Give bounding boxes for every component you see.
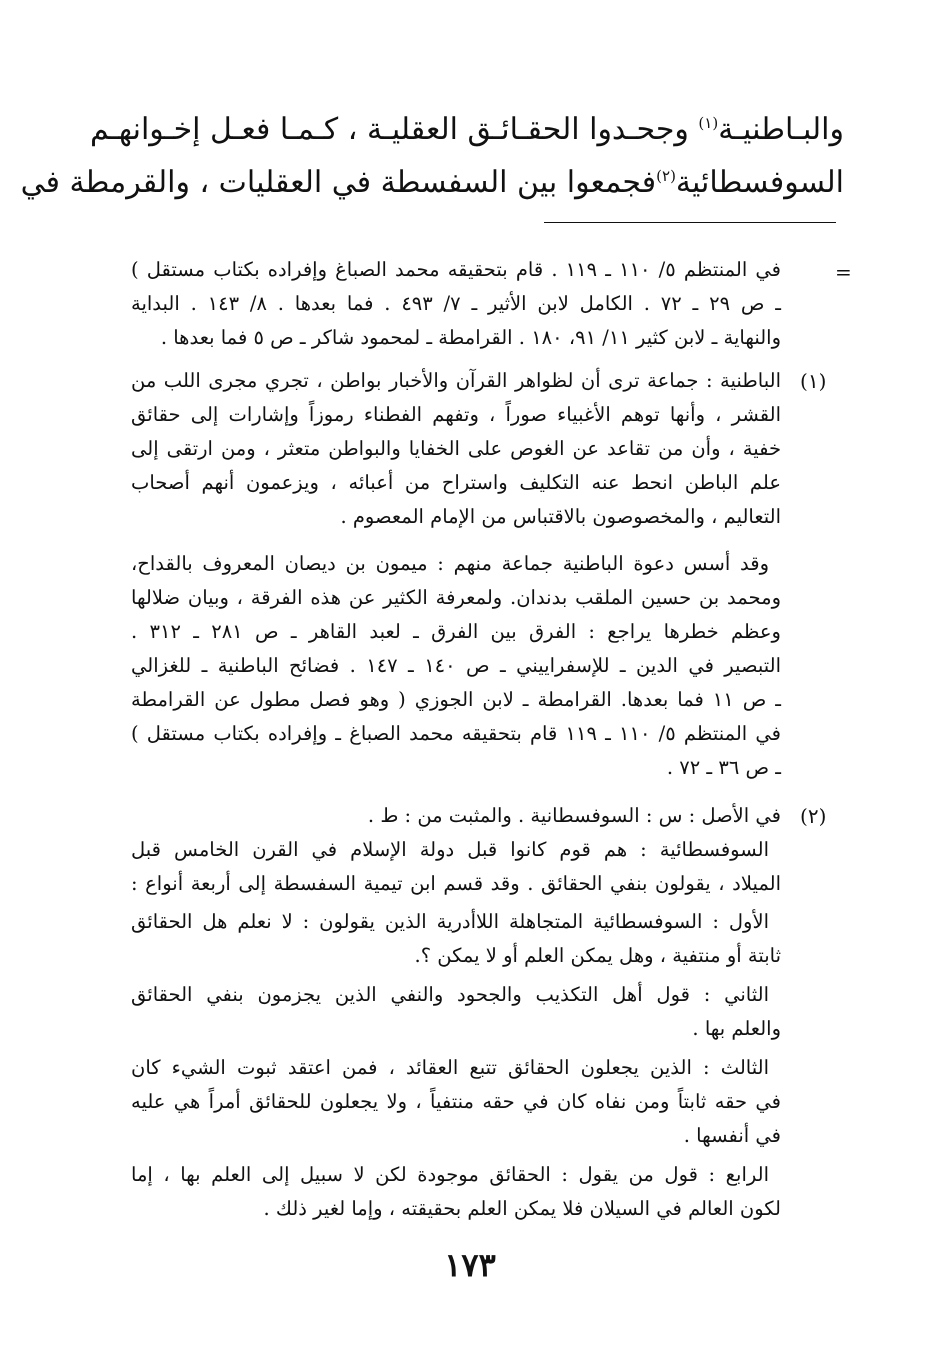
footnote-1-line: التعاليم ، والمخصوصون بالاقتباس من الإمام المعصوم . <box>340 505 781 528</box>
footnote-marker-1: (١) <box>800 369 827 393</box>
footnote-1-line: خفية ، وأن من تقاعد عن الغوص على الخفايا والبواطن متعثر ، ومن ارتقى إلى <box>131 437 781 460</box>
footnote-1-line: علم الباطن انحط عنه التكليف واستراح من أعبائه ، ويزعمون أنهم أصحاب <box>131 471 781 494</box>
main-text-segment: والبـاطنيـة <box>718 112 844 147</box>
footnote-1-line: الباطنية : جماعة ترى أن لظواهر القرآن والأخبار بواطن ، تجري مجرى اللب من <box>131 369 781 392</box>
footnote-2-line: السوفسطائية : هم قوم كانوا قبل دولة الإسلام في القرن الخامس قبل <box>131 838 769 861</box>
continuation-marker: = <box>835 260 852 284</box>
footnote-marker-2: (٢) <box>800 804 827 828</box>
footnote-1-para2-line: في المنتظم ٥/ ١١٠ ـ ١١٩ قام بتحقيقه محمد الصباغ ـ وإفراده بكتاب مستقل ) <box>131 722 781 745</box>
footnote-2-line: لكون العالم في السيلان فلا يمكن العلم بحقيقته ، وإما لغير ذلك . <box>263 1197 781 1220</box>
footnote-1-para2-line: ومحمد بن حسين الملقب بدندان. ولمعرفة الكثير عن هذه الفرقة ، وبيان ضلالها <box>131 586 781 609</box>
footnote-ref-1[interactable]: (١) <box>698 114 719 132</box>
footnote-2-line: الميلاد ، يقولون بنفي الحقائق . وقد قسم ابن تيمية السفسطة إلى أربعة أنواع : <box>131 872 782 895</box>
footnote-2-line: الثالث : الذين يجعلون الحقائق تتبع العقائد ، فمن اعتقد ثبوت الشيء كان <box>131 1056 769 1079</box>
footnote-2-line: ثابتة أو منتفية ، وهل يمكن العلم أو لا يمكن ؟. <box>414 944 781 967</box>
continuation-line: ـ ص ٢٩ ـ ٧٢ . الكامل لابن الأثير ـ ٧/ ٤٩٣ . فما بعدها . ٨/ ١٤٣ . البداية <box>131 292 782 315</box>
footnote-1-para2-line: وعظم خطرها يراجع : الفرق بين الفرق ـ لعبد القاهر ـ ص ٢٨١ ـ ٣١٢ . <box>131 620 781 643</box>
footnote-1-line: القشر ، وأنها توهم الأغبياء صوراً ، وتفهم الفطناء رموزاً وإشارات إلى حقائق <box>131 403 781 426</box>
continuation-line: في المنتظم ٥/ ١١٠ ـ ١١٩ . قام بتحقيقه محمد الصباغ وإفراده بكتاب مستقل ) <box>131 258 781 281</box>
footnote-2-line: في حقه ثابتاً ومن نفاه كان في حقه منتفياً ، ولا يجعلون للحقائق أمراً هي عليه <box>131 1090 781 1113</box>
footnote-separator <box>544 222 836 223</box>
main-text-segment: فجمعوا بين السفسطة في العقليات ، والقرمطة في <box>20 165 657 200</box>
footnote-1-para2-line: التبصير في الدين ـ للإسفراييني ـ ص ١٤٠ ـ ١٤٧ . فضائح الباطنية ـ للغزالي <box>131 654 781 677</box>
main-text-line-1 <box>90 104 844 156</box>
main-text-segment: وجحـدوا الحقـائـق العقليـة ، كـمـا فعـل إخـوانهـم <box>90 112 699 147</box>
footnote-1-para2-line: ـ ص ١١ فما بعدها. القرامطة ـ لابن الجوزي ( وهو فصل مطول عن القرامطة <box>131 688 781 711</box>
footnote-1-para2-line: ـ ص ٣٦ ـ ٧٢ . <box>666 756 781 779</box>
main-text-line-2 <box>20 157 844 209</box>
footnote-ref-2[interactable]: (٢) <box>656 167 676 185</box>
page-number: ١٧٣ <box>444 1246 496 1284</box>
footnote-2-line: الثاني : قول أهل التكذيب والجحود والنفي الذين يجزمون بنفي الحقائق <box>131 983 769 1006</box>
main-text-segment: السوفسطائية <box>675 165 844 200</box>
footnote-2-line: الرابع : قول من يقول : الحقائق موجودة لكن لا سبيل إلى العلم بها ، إما <box>131 1163 769 1186</box>
footnote-1-para2-line: وقد أسس دعوة الباطنية جماعة منهم : ميمون بن ديصان المعروف بالقداح، <box>131 552 769 575</box>
footnote-2-line: الأول : السوفسطائية المتجاهلة اللاأدرية الذين يقولون : لا نعلم هل الحقائق <box>131 910 769 933</box>
footnote-2-line: في أنفسها . <box>683 1124 781 1147</box>
footnote-2-line: والعلم بها . <box>692 1017 781 1040</box>
continuation-line: والنهاية ـ لابن كثير ١١/ ٩١، ١٨٠ . القرامطة ـ لمحمود شاكر ـ ص ٥ فما بعدها . <box>160 326 781 349</box>
footnote-2-line: في الأصل : س : السوفسطانية . والمثبت من : ط . <box>367 804 781 827</box>
